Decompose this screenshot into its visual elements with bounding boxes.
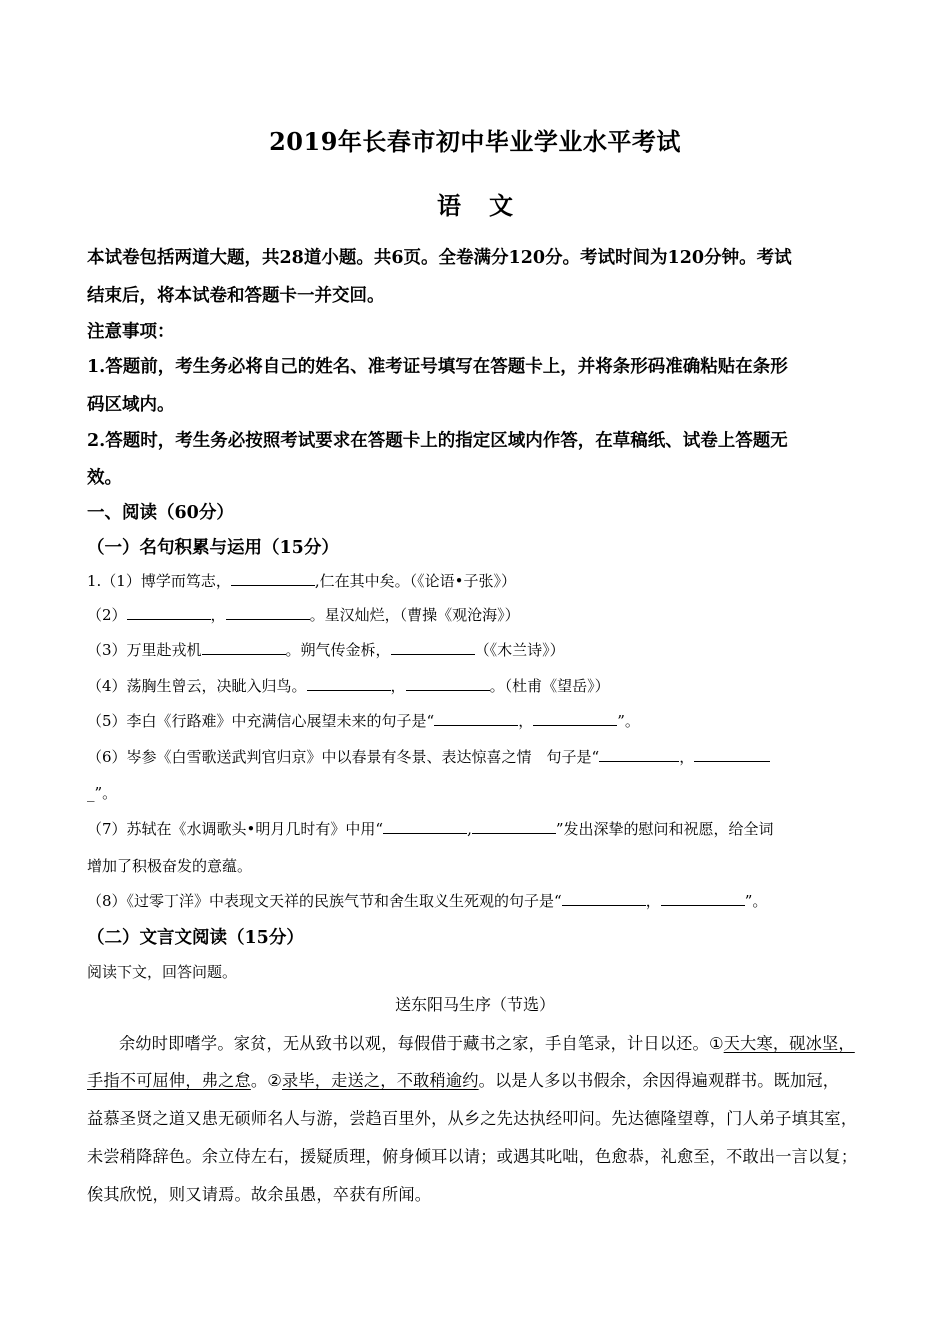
- note-1-line-2: 码区域内。: [87, 395, 175, 415]
- question-1-7: [87, 818, 857, 839]
- underlined-sentence-1: 天大寒，砚冰坚，: [723, 1034, 855, 1053]
- answer-blank[interactable]: [661, 891, 745, 906]
- instruction-line-2: 结束后，将本试卷和答题卡一并交回。: [87, 286, 385, 306]
- question-1-6: [87, 746, 857, 767]
- passage-line-3: 益慕圣贤之道又患无硕师名人与游，尝趋百里外，从乡之先达执经叩问。先达德隆望尊，门人弟子填其室，: [87, 1109, 858, 1128]
- exam-title: 2019年长春市初中毕业学业水平考试: [269, 127, 681, 156]
- q1-3-text-b: 。朔气传金柝，: [285, 641, 391, 659]
- q1-4-text-c: 。（杜甫《望岳》）: [489, 677, 610, 695]
- answer-blank[interactable]: [694, 747, 770, 762]
- instruction-line-1: 本试卷包括两道大题，共28道小题。共6页。全卷满分120分。考试时间为120分钟。考试: [87, 248, 792, 268]
- passage-text: 。以是人多以书假余，余因得遍观群书。既加冠，: [478, 1071, 840, 1090]
- answer-blank[interactable]: [406, 676, 490, 691]
- answer-blank[interactable]: [127, 605, 211, 620]
- question-1-1: [87, 570, 857, 591]
- answer-blank[interactable]: [383, 819, 467, 834]
- underlined-sentence-1-cont: 手指不可屈伸，弗之怠: [87, 1071, 251, 1090]
- q1-4-text-a: （4）荡胸生曾云，决眦入归鸟。: [87, 677, 307, 695]
- answer-blank[interactable]: [533, 711, 617, 726]
- q1-6-text-b: ，: [679, 748, 695, 766]
- question-1-4: [87, 675, 857, 696]
- part-2-instruction: 阅读下文，回答问题。: [87, 963, 238, 981]
- part-2-heading: （二）文言文阅读（15分）: [87, 928, 304, 948]
- answer-blank[interactable]: [434, 711, 518, 726]
- question-1-7-cont: 增加了积极奋发的意蕴。: [87, 857, 253, 875]
- answer-blank[interactable]: [226, 605, 310, 620]
- passage-line-5: 俟其欣悦，则又请焉。故余虽愚，卒获有所闻。: [87, 1185, 432, 1204]
- underlined-sentence-2: 录毕，走送之，不敢稍逾约: [281, 1071, 479, 1090]
- q1-2-text-a: （2）: [87, 606, 127, 624]
- passage-line-2: [87, 1067, 877, 1091]
- q1-5-text-b: ，: [518, 712, 534, 730]
- passage-text: 余幼时即嗜学。家贫，无从致书以观，每假借于藏书之家，手自笔录，计日以还。①: [119, 1034, 724, 1053]
- q1-6-text-a: （6）岑参《白雪歌送武判官归京》中以春景有冬景、表达惊喜之情 句子是“: [87, 748, 600, 766]
- answer-blank[interactable]: [472, 819, 556, 834]
- passage-line-4: 未尝稍降辞色。余立侍左右，援疑质理，俯身倾耳以请；或遇其叱咄，色愈恭，礼愈至，不敢出一言以复；: [87, 1147, 858, 1166]
- q1-7-text-c: ”发出深挚的慰问和祝愿，给全词: [555, 820, 774, 838]
- q1-1-text-b: ,仁在其中矣。（《论语•子张》）: [314, 572, 516, 590]
- subject-title: 语文: [437, 191, 541, 220]
- question-1-2: [87, 604, 857, 625]
- question-1-8: [87, 890, 857, 911]
- q1-7-text-b: ,: [467, 820, 472, 838]
- question-1-5: [87, 710, 857, 731]
- q1-2-text-c: 。星汉灿烂，（曹操《观沧海》）: [309, 606, 520, 624]
- part-1-heading: （一）名句积累与运用（15分）: [87, 538, 339, 558]
- notes-heading: 注意事项：: [87, 322, 175, 342]
- passage-line-1: [119, 1030, 909, 1054]
- passage-text: 。②: [250, 1071, 282, 1090]
- note-1-line-1: 1.答题前，考生务必将自己的姓名、准考证号填写在答题卡上，并将条形码准确粘贴在条形: [87, 357, 788, 377]
- answer-blank[interactable]: [307, 676, 391, 691]
- q1-8-text-c: ”。: [744, 892, 768, 910]
- q1-5-text-a: （5）李白《行路难》中充满信心展望未来的句子是“: [87, 712, 435, 730]
- q1-4-text-b: ，: [390, 677, 406, 695]
- note-2-line-2: 效。: [87, 468, 122, 488]
- q1-3-text-a: （3）万里赴戎机: [87, 641, 202, 659]
- q1-2-text-b: ，: [210, 606, 226, 624]
- answer-blank[interactable]: [231, 571, 315, 586]
- answer-blank[interactable]: [202, 640, 286, 655]
- q1-1-text-a: 1.（1）博学而笃志，: [87, 572, 231, 590]
- answer-blank[interactable]: [391, 640, 475, 655]
- question-1-6-cont: _”。: [87, 784, 118, 802]
- passage-title: 送东阳马生序（节选）: [394, 995, 555, 1014]
- q1-8-text-a: （8）《过零丁洋》中表现文天祥的民族气节和舍生取义生死观的句子是“: [87, 892, 562, 910]
- answer-blank[interactable]: [562, 891, 646, 906]
- question-1-3: [87, 639, 857, 660]
- answer-blank[interactable]: [599, 747, 679, 762]
- q1-8-text-b: ，: [645, 892, 661, 910]
- q1-7-text-a: （7）苏轼在《水调歌头•明月几时有》中用“: [87, 820, 384, 838]
- q1-5-text-c: ”。: [617, 712, 640, 730]
- section-heading: 一、阅读（60分）: [87, 503, 234, 523]
- note-2-line-1: 2.答题时，考生务必按照考试要求在答题卡上的指定区域内作答，在草稿纸、试卷上答题无: [87, 431, 788, 451]
- q1-3-text-c: （《木兰诗》）: [474, 641, 565, 659]
